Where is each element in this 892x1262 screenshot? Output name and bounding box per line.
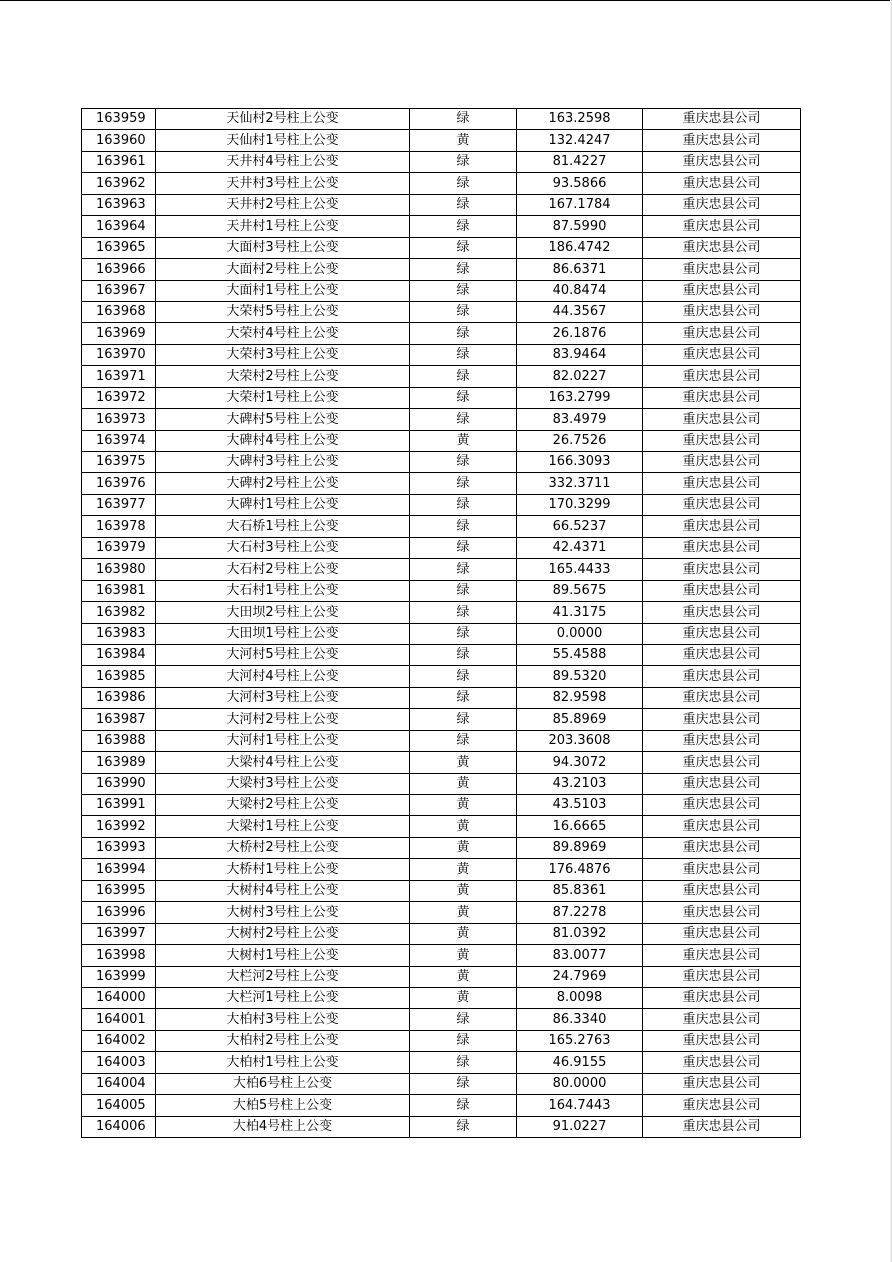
- status-color-cell: 黄: [410, 773, 517, 794]
- value-cell: 170.3299: [517, 494, 643, 515]
- table-row: [82, 409, 801, 430]
- status-color-cell: 绿: [410, 730, 517, 751]
- company-cell: 重庆忠县公司: [643, 1095, 801, 1116]
- table-row: [82, 602, 801, 623]
- transformer-name-cell: 大石桥1号柱上公变: [156, 516, 410, 537]
- status-color-cell: 绿: [410, 516, 517, 537]
- table-row: [82, 880, 801, 901]
- value-cell: 8.0098: [517, 987, 643, 1008]
- table-row: [82, 366, 801, 387]
- transformer-name-cell: 大面村3号柱上公变: [156, 237, 410, 258]
- transformer-name-cell: 大梁村1号柱上公变: [156, 816, 410, 837]
- status-color-cell: 黄: [410, 859, 517, 880]
- value-cell: 24.7969: [517, 966, 643, 987]
- table-row: [82, 494, 801, 515]
- company-cell: 重庆忠县公司: [643, 623, 801, 644]
- row-id-cell: 163976: [82, 473, 156, 494]
- company-cell: 重庆忠县公司: [643, 109, 801, 130]
- status-color-cell: 绿: [410, 687, 517, 708]
- transformer-name-cell: 大柏6号柱上公变: [156, 1073, 410, 1094]
- status-color-cell: 绿: [410, 151, 517, 172]
- value-cell: 85.8969: [517, 709, 643, 730]
- table-row: [82, 773, 801, 794]
- status-color-cell: 绿: [410, 452, 517, 473]
- company-cell: 重庆忠县公司: [643, 151, 801, 172]
- company-cell: 重庆忠县公司: [643, 773, 801, 794]
- transformer-name-cell: 天仙村1号柱上公变: [156, 130, 410, 151]
- value-cell: 83.4979: [517, 409, 643, 430]
- company-cell: 重庆忠县公司: [643, 280, 801, 301]
- value-cell: 86.3340: [517, 1009, 643, 1030]
- row-id-cell: 163993: [82, 837, 156, 858]
- table-row: [82, 387, 801, 408]
- table-row: [82, 687, 801, 708]
- status-color-cell: 绿: [410, 559, 517, 580]
- row-id-cell: 163980: [82, 559, 156, 580]
- value-cell: 0.0000: [517, 623, 643, 644]
- table-row: [82, 194, 801, 215]
- row-id-cell: 163991: [82, 795, 156, 816]
- table-row: [82, 537, 801, 558]
- row-id-cell: 163994: [82, 859, 156, 880]
- transformer-name-cell: 大柏村2号柱上公变: [156, 1030, 410, 1051]
- status-color-cell: 绿: [410, 1052, 517, 1073]
- status-color-cell: 绿: [410, 344, 517, 365]
- table-row: [82, 216, 801, 237]
- table-row: [82, 1009, 801, 1030]
- company-cell: 重庆忠县公司: [643, 366, 801, 387]
- row-id-cell: 163982: [82, 602, 156, 623]
- row-id-cell: 164003: [82, 1052, 156, 1073]
- transformer-name-cell: 大荣村1号柱上公变: [156, 387, 410, 408]
- value-cell: 83.9464: [517, 344, 643, 365]
- table-row: [82, 945, 801, 966]
- company-cell: 重庆忠县公司: [643, 730, 801, 751]
- transformer-name-cell: 天仙村2号柱上公变: [156, 109, 410, 130]
- company-cell: 重庆忠县公司: [643, 344, 801, 365]
- value-cell: 176.4876: [517, 859, 643, 880]
- row-id-cell: 163995: [82, 880, 156, 901]
- company-cell: 重庆忠县公司: [643, 709, 801, 730]
- row-id-cell: 163972: [82, 387, 156, 408]
- table-row: [82, 430, 801, 451]
- transformer-name-cell: 大碑村3号柱上公变: [156, 452, 410, 473]
- row-id-cell: 164004: [82, 1073, 156, 1094]
- transformer-name-cell: 大树村2号柱上公变: [156, 923, 410, 944]
- transformer-name-cell: 大石村2号柱上公变: [156, 559, 410, 580]
- company-cell: 重庆忠县公司: [643, 580, 801, 601]
- company-cell: 重庆忠县公司: [643, 537, 801, 558]
- status-color-cell: 黄: [410, 902, 517, 923]
- table-row: [82, 1052, 801, 1073]
- status-color-cell: 绿: [410, 1030, 517, 1051]
- value-cell: 81.0392: [517, 923, 643, 944]
- status-color-cell: 绿: [410, 194, 517, 215]
- company-cell: 重庆忠县公司: [643, 259, 801, 280]
- row-id-cell: 163975: [82, 452, 156, 473]
- row-id-cell: 163986: [82, 687, 156, 708]
- row-id-cell: 164002: [82, 1030, 156, 1051]
- transformer-name-cell: 大河村2号柱上公变: [156, 709, 410, 730]
- value-cell: 26.1876: [517, 323, 643, 344]
- row-id-cell: 164006: [82, 1116, 156, 1137]
- status-color-cell: 黄: [410, 752, 517, 773]
- value-cell: 89.8969: [517, 837, 643, 858]
- value-cell: 132.4247: [517, 130, 643, 151]
- row-id-cell: 163984: [82, 644, 156, 665]
- transformer-name-cell: 大面村1号柱上公变: [156, 280, 410, 301]
- transformer-name-cell: 大梁村3号柱上公变: [156, 773, 410, 794]
- value-cell: 93.5866: [517, 173, 643, 194]
- table-row: [82, 452, 801, 473]
- value-cell: 55.4588: [517, 644, 643, 665]
- table-row: [82, 559, 801, 580]
- table-row: [82, 580, 801, 601]
- table-row: [82, 730, 801, 751]
- value-cell: 166.3093: [517, 452, 643, 473]
- value-cell: 91.0227: [517, 1116, 643, 1137]
- transformer-table: [81, 108, 801, 1138]
- value-cell: 40.8474: [517, 280, 643, 301]
- value-cell: 89.5320: [517, 666, 643, 687]
- value-cell: 46.9155: [517, 1052, 643, 1073]
- company-cell: 重庆忠县公司: [643, 1052, 801, 1073]
- row-id-cell: 163966: [82, 259, 156, 280]
- table-row: [82, 173, 801, 194]
- transformer-name-cell: 大树村4号柱上公变: [156, 880, 410, 901]
- company-cell: 重庆忠县公司: [643, 559, 801, 580]
- row-id-cell: 163974: [82, 430, 156, 451]
- status-color-cell: 绿: [410, 387, 517, 408]
- value-cell: 203.3608: [517, 730, 643, 751]
- table-row: [82, 473, 801, 494]
- value-cell: 26.7526: [517, 430, 643, 451]
- value-cell: 94.3072: [517, 752, 643, 773]
- row-id-cell: 163999: [82, 966, 156, 987]
- table-row: [82, 1095, 801, 1116]
- transformer-name-cell: 大荣村2号柱上公变: [156, 366, 410, 387]
- page-top-border: [0, 0, 892, 1]
- company-cell: 重庆忠县公司: [643, 1030, 801, 1051]
- table-row: [82, 987, 801, 1008]
- status-color-cell: 黄: [410, 966, 517, 987]
- status-color-cell: 绿: [410, 666, 517, 687]
- row-id-cell: 163973: [82, 409, 156, 430]
- table-row: [82, 752, 801, 773]
- status-color-cell: 绿: [410, 494, 517, 515]
- row-id-cell: 163961: [82, 151, 156, 172]
- table-row: [82, 816, 801, 837]
- row-id-cell: 163992: [82, 816, 156, 837]
- row-id-cell: 163969: [82, 323, 156, 344]
- table-row: [82, 709, 801, 730]
- value-cell: 44.3567: [517, 301, 643, 322]
- transformer-name-cell: 大栏河2号柱上公变: [156, 966, 410, 987]
- value-cell: 86.6371: [517, 259, 643, 280]
- table-row: [82, 323, 801, 344]
- value-cell: 165.4433: [517, 559, 643, 580]
- row-id-cell: 163965: [82, 237, 156, 258]
- transformer-name-cell: 大石村1号柱上公变: [156, 580, 410, 601]
- value-cell: 43.5103: [517, 795, 643, 816]
- transformer-name-cell: 大碑村4号柱上公变: [156, 430, 410, 451]
- transformer-name-cell: 天井村1号柱上公变: [156, 216, 410, 237]
- value-cell: 66.5237: [517, 516, 643, 537]
- table-row: [82, 923, 801, 944]
- row-id-cell: 163968: [82, 301, 156, 322]
- status-color-cell: 黄: [410, 880, 517, 901]
- status-color-cell: 黄: [410, 923, 517, 944]
- status-color-cell: 黄: [410, 837, 517, 858]
- transformer-name-cell: 大石村3号柱上公变: [156, 537, 410, 558]
- transformer-name-cell: 天井村4号柱上公变: [156, 151, 410, 172]
- transformer-name-cell: 大河村1号柱上公变: [156, 730, 410, 751]
- table-row: [82, 644, 801, 665]
- transformer-name-cell: 大树村3号柱上公变: [156, 902, 410, 923]
- value-cell: 332.3711: [517, 473, 643, 494]
- table-row: [82, 966, 801, 987]
- company-cell: 重庆忠县公司: [643, 923, 801, 944]
- company-cell: 重庆忠县公司: [643, 666, 801, 687]
- status-color-cell: 绿: [410, 1073, 517, 1094]
- transformer-name-cell: 天井村2号柱上公变: [156, 194, 410, 215]
- transformer-name-cell: 大柏5号柱上公变: [156, 1095, 410, 1116]
- company-cell: 重庆忠县公司: [643, 237, 801, 258]
- company-cell: 重庆忠县公司: [643, 216, 801, 237]
- value-cell: 81.4227: [517, 151, 643, 172]
- value-cell: 87.5990: [517, 216, 643, 237]
- row-id-cell: 163989: [82, 752, 156, 773]
- table-row: [82, 666, 801, 687]
- row-id-cell: 163996: [82, 902, 156, 923]
- row-id-cell: 163998: [82, 945, 156, 966]
- value-cell: 16.6665: [517, 816, 643, 837]
- company-cell: 重庆忠县公司: [643, 687, 801, 708]
- company-cell: 重庆忠县公司: [643, 1116, 801, 1137]
- row-id-cell: 164001: [82, 1009, 156, 1030]
- table-row: [82, 280, 801, 301]
- transformer-name-cell: 天井村3号柱上公变: [156, 173, 410, 194]
- row-id-cell: 163997: [82, 923, 156, 944]
- row-id-cell: 163981: [82, 580, 156, 601]
- value-cell: 42.4371: [517, 537, 643, 558]
- table-row: [82, 859, 801, 880]
- company-cell: 重庆忠县公司: [643, 880, 801, 901]
- row-id-cell: 163964: [82, 216, 156, 237]
- status-color-cell: 绿: [410, 709, 517, 730]
- transformer-name-cell: 大柏村3号柱上公变: [156, 1009, 410, 1030]
- row-id-cell: 163963: [82, 194, 156, 215]
- transformer-name-cell: 大河村4号柱上公变: [156, 666, 410, 687]
- status-color-cell: 绿: [410, 473, 517, 494]
- value-cell: 165.2763: [517, 1030, 643, 1051]
- company-cell: 重庆忠县公司: [643, 987, 801, 1008]
- transformer-name-cell: 大梁村4号柱上公变: [156, 752, 410, 773]
- company-cell: 重庆忠县公司: [643, 902, 801, 923]
- table-row: [82, 109, 801, 130]
- status-color-cell: 绿: [410, 409, 517, 430]
- status-color-cell: 绿: [410, 109, 517, 130]
- table-row: [82, 1116, 801, 1137]
- status-color-cell: 黄: [410, 816, 517, 837]
- company-cell: 重庆忠县公司: [643, 194, 801, 215]
- status-color-cell: 绿: [410, 644, 517, 665]
- table-row: [82, 151, 801, 172]
- status-color-cell: 绿: [410, 366, 517, 387]
- transformer-name-cell: 大碑村2号柱上公变: [156, 473, 410, 494]
- status-color-cell: 绿: [410, 173, 517, 194]
- company-cell: 重庆忠县公司: [643, 301, 801, 322]
- company-cell: 重庆忠县公司: [643, 430, 801, 451]
- value-cell: 167.1784: [517, 194, 643, 215]
- value-cell: 80.0000: [517, 1073, 643, 1094]
- row-id-cell: 163990: [82, 773, 156, 794]
- company-cell: 重庆忠县公司: [643, 516, 801, 537]
- status-color-cell: 黄: [410, 987, 517, 1008]
- row-id-cell: 163983: [82, 623, 156, 644]
- status-color-cell: 绿: [410, 1095, 517, 1116]
- row-id-cell: 163978: [82, 516, 156, 537]
- company-cell: 重庆忠县公司: [643, 323, 801, 344]
- company-cell: 重庆忠县公司: [643, 1009, 801, 1030]
- value-cell: 85.8361: [517, 880, 643, 901]
- row-id-cell: 163979: [82, 537, 156, 558]
- table-body: [82, 109, 801, 1138]
- status-color-cell: 黄: [410, 130, 517, 151]
- transformer-name-cell: 大碑村1号柱上公变: [156, 494, 410, 515]
- status-color-cell: 绿: [410, 1009, 517, 1030]
- row-id-cell: 163977: [82, 494, 156, 515]
- table-row: [82, 1030, 801, 1051]
- company-cell: 重庆忠县公司: [643, 452, 801, 473]
- company-cell: 重庆忠县公司: [643, 1073, 801, 1094]
- row-id-cell: 163988: [82, 730, 156, 751]
- transformer-name-cell: 大田坝1号柱上公变: [156, 623, 410, 644]
- row-id-cell: 163962: [82, 173, 156, 194]
- transformer-name-cell: 大栏河1号柱上公变: [156, 987, 410, 1008]
- transformer-name-cell: 大面村2号柱上公变: [156, 259, 410, 280]
- table-row: [82, 516, 801, 537]
- value-cell: 87.2278: [517, 902, 643, 923]
- company-cell: 重庆忠县公司: [643, 173, 801, 194]
- row-id-cell: 163970: [82, 344, 156, 365]
- company-cell: 重庆忠县公司: [643, 945, 801, 966]
- value-cell: 89.5675: [517, 580, 643, 601]
- table-row: [82, 902, 801, 923]
- row-id-cell: 163960: [82, 130, 156, 151]
- value-cell: 41.3175: [517, 602, 643, 623]
- company-cell: 重庆忠县公司: [643, 644, 801, 665]
- transformer-name-cell: 大田坝2号柱上公变: [156, 602, 410, 623]
- status-color-cell: 绿: [410, 323, 517, 344]
- company-cell: 重庆忠县公司: [643, 966, 801, 987]
- value-cell: 186.4742: [517, 237, 643, 258]
- company-cell: 重庆忠县公司: [643, 837, 801, 858]
- company-cell: 重庆忠县公司: [643, 387, 801, 408]
- status-color-cell: 绿: [410, 216, 517, 237]
- transformer-name-cell: 大荣村3号柱上公变: [156, 344, 410, 365]
- company-cell: 重庆忠县公司: [643, 130, 801, 151]
- row-id-cell: 164005: [82, 1095, 156, 1116]
- transformer-name-cell: 大桥村1号柱上公变: [156, 859, 410, 880]
- table-row: [82, 237, 801, 258]
- status-color-cell: 绿: [410, 537, 517, 558]
- company-cell: 重庆忠县公司: [643, 752, 801, 773]
- table-row: [82, 130, 801, 151]
- transformer-name-cell: 大梁村2号柱上公变: [156, 795, 410, 816]
- value-cell: 43.2103: [517, 773, 643, 794]
- table-row: [82, 301, 801, 322]
- status-color-cell: 绿: [410, 280, 517, 301]
- transformer-name-cell: 大柏4号柱上公变: [156, 1116, 410, 1137]
- status-color-cell: 绿: [410, 580, 517, 601]
- status-color-cell: 黄: [410, 795, 517, 816]
- value-cell: 163.2799: [517, 387, 643, 408]
- status-color-cell: 绿: [410, 259, 517, 280]
- company-cell: 重庆忠县公司: [643, 409, 801, 430]
- status-color-cell: 绿: [410, 1116, 517, 1137]
- value-cell: 83.0077: [517, 945, 643, 966]
- status-color-cell: 绿: [410, 623, 517, 644]
- table-row: [82, 623, 801, 644]
- value-cell: 82.9598: [517, 687, 643, 708]
- row-id-cell: 163959: [82, 109, 156, 130]
- row-id-cell: 163967: [82, 280, 156, 301]
- value-cell: 82.0227: [517, 366, 643, 387]
- row-id-cell: 163987: [82, 709, 156, 730]
- company-cell: 重庆忠县公司: [643, 473, 801, 494]
- transformer-name-cell: 大碑村5号柱上公变: [156, 409, 410, 430]
- transformer-name-cell: 大柏村1号柱上公变: [156, 1052, 410, 1073]
- row-id-cell: 164000: [82, 987, 156, 1008]
- transformer-name-cell: 大荣村4号柱上公变: [156, 323, 410, 344]
- company-cell: 重庆忠县公司: [643, 602, 801, 623]
- table-row: [82, 795, 801, 816]
- company-cell: 重庆忠县公司: [643, 859, 801, 880]
- table-row: [82, 837, 801, 858]
- table-row: [82, 259, 801, 280]
- transformer-name-cell: 大河村5号柱上公变: [156, 644, 410, 665]
- status-color-cell: 绿: [410, 301, 517, 322]
- status-color-cell: 绿: [410, 602, 517, 623]
- value-cell: 163.2598: [517, 109, 643, 130]
- table-row: [82, 344, 801, 365]
- row-id-cell: 163985: [82, 666, 156, 687]
- table-row: [82, 1073, 801, 1094]
- row-id-cell: 163971: [82, 366, 156, 387]
- transformer-name-cell: 大荣村5号柱上公变: [156, 301, 410, 322]
- transformer-name-cell: 大河村3号柱上公变: [156, 687, 410, 708]
- transformer-name-cell: 大树村1号柱上公变: [156, 945, 410, 966]
- status-color-cell: 黄: [410, 430, 517, 451]
- company-cell: 重庆忠县公司: [643, 816, 801, 837]
- status-color-cell: 绿: [410, 237, 517, 258]
- company-cell: 重庆忠县公司: [643, 494, 801, 515]
- status-color-cell: 黄: [410, 945, 517, 966]
- transformer-name-cell: 大桥村2号柱上公变: [156, 837, 410, 858]
- company-cell: 重庆忠县公司: [643, 795, 801, 816]
- value-cell: 164.7443: [517, 1095, 643, 1116]
